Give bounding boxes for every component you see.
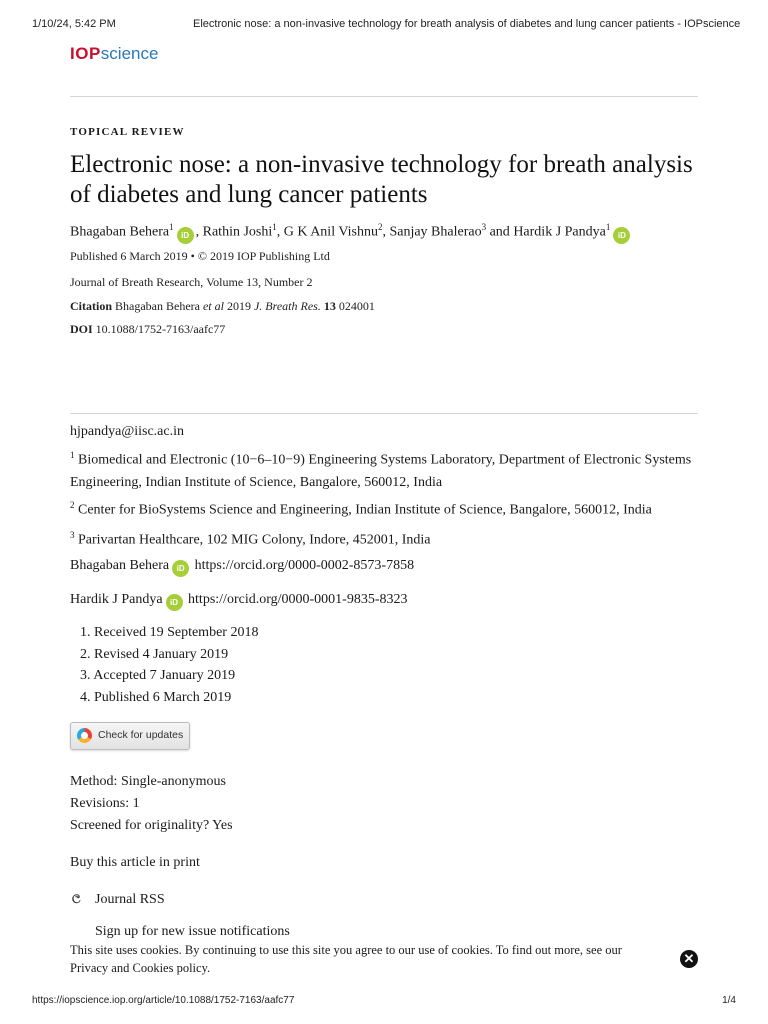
orcid-icon[interactable]: iD [177, 227, 194, 244]
author-affiliation-ref[interactable]: 3 [481, 222, 487, 232]
journal-line[interactable]: Journal of Breath Research, Volume 13, Number 2 [70, 275, 313, 289]
print-page-title: Electronic nose: a non-invasive technology for breath analysis of diabetes and lung cancer patients - IOPscience [193, 18, 741, 30]
author-affiliation-ref[interactable]: 1 [272, 222, 277, 232]
history-item: 1. Received 19 September 2018 [80, 625, 259, 640]
article-history [80, 622, 258, 708]
affiliation-1 [70, 444, 710, 494]
orcid-icon[interactable]: iD [613, 227, 630, 244]
logo-iop: IOP [70, 44, 101, 63]
citation-journal: J. Breath Res. [253, 299, 321, 313]
history-item: 3. Accepted 7 January 2019 [80, 668, 236, 683]
print-url: https://iopscience.iop.org/article/10.1088/1752-7163/aafc77 [32, 995, 295, 1006]
orcid-author-name: Hardik J Pandya [70, 592, 163, 607]
affiliation-number: 1 [70, 450, 75, 460]
buy-in-print-link[interactable]: Buy this article in print [70, 855, 200, 870]
published-line: Published 6 March 2019 • © 2019 IOP Publishing Ltd [70, 249, 330, 263]
orcid-link[interactable]: https://orcid.org/0000-0002-8573-7858 [194, 558, 415, 573]
corresponding-email[interactable]: hjpandya@iisc.ac.in [70, 424, 184, 439]
cookie-notice: This site uses cookies. By continuing to use this site you agree to our use of cookies. To find out more, see our Privacy and Cookies policy. [70, 943, 622, 975]
affiliation-number: 2 [70, 500, 75, 510]
journal-rss-link[interactable]: Journal RSS [95, 892, 165, 907]
author-affiliation-ref[interactable]: 1 [605, 222, 611, 232]
author-link[interactable]: Sanjay Bhalerao [389, 224, 482, 240]
citation-article-number: 024001 [338, 299, 375, 313]
orcid-author-name: Bhagaban Behera [70, 558, 170, 573]
citation-line [70, 299, 375, 314]
review-screened: Screened for originality? Yes [70, 818, 233, 833]
citation-etal: et al [202, 299, 224, 313]
rss-icon: ල [72, 891, 81, 903]
affiliation-text: Center for BioSystems Science and Engineering, Indian Institute of Science, Bangalore, 560012, India [78, 502, 652, 518]
citation-volume: 13 [323, 299, 336, 313]
affiliation-2 [70, 494, 710, 522]
author-link[interactable]: Bhagaban Behera [70, 224, 170, 240]
logo-science: science [100, 44, 159, 63]
orcid-line-behera [70, 558, 414, 577]
print-page-number: 1/4 [722, 995, 736, 1006]
orcid-link[interactable]: https://orcid.org/0000-0001-9835-8323 [188, 592, 408, 607]
review-method: Method: Single-anonymous [70, 774, 226, 789]
article-title: Electronic nose: a non-invasive technology for breath analysis of diabetes and lung cancer patients [70, 151, 693, 208]
author-link[interactable]: Hardik J Pandya [513, 224, 606, 240]
review-revisions: Revisions: 1 [70, 796, 140, 811]
doi-label: DOI [70, 322, 93, 336]
affiliation-text: Parivartan Healthcare, 102 MIG Colony, Indore, 452001, India [78, 532, 431, 548]
check-for-updates-label: Check for updates [98, 729, 184, 741]
doi-link[interactable]: 10.1088/1752-7163/aafc77 [95, 322, 226, 336]
affiliation-3 [70, 524, 710, 552]
header-divider [70, 96, 698, 97]
citation-label: Citation [70, 299, 112, 313]
author-link[interactable]: Rathin Joshi [202, 224, 273, 240]
history-item: 4. Published 6 March 2019 [80, 689, 232, 705]
doi-line [70, 322, 225, 337]
issue-notifications-link[interactable]: Sign up for new issue notifications [95, 924, 290, 939]
iopscience-logo[interactable] [70, 44, 158, 64]
author-and: and [489, 224, 510, 240]
orcid-line-pandya [70, 592, 408, 611]
close-icon[interactable]: ✕ [680, 950, 698, 968]
author-link[interactable]: G K Anil Vishnu [283, 224, 378, 240]
citation-year: 2019 [226, 299, 251, 313]
affiliation-number: 3 [70, 530, 75, 540]
section-divider [70, 413, 698, 414]
check-for-updates-button[interactable] [70, 722, 190, 750]
author-affiliation-ref[interactable]: 1 [169, 222, 174, 232]
crossmark-icon [77, 728, 92, 743]
history-item: 2. Revised 4 January 2019 [80, 646, 229, 662]
author-affiliation-ref[interactable]: 2 [377, 222, 383, 232]
citation-authors: Bhagaban Behera [115, 299, 200, 313]
print-datetime: 1/10/24, 5:42 PM [32, 18, 116, 30]
article-type: TOPICAL REVIEW [70, 126, 185, 138]
affiliation-text: Biomedical and Electronic (10−6–10−9) Engineering Systems Laboratory, Department of Electronic Systems Engineering, Indian Institute of Science, Bangalore, 560012, India [70, 452, 692, 490]
author-list: Bhagaban Behera$^1$iD , Rathin Joshi$^1$, G K Anil Vishnu$^2$, Sanjay Bhalerao$^3$ and Hardik J Pandya$^1$iD [70, 222, 632, 244]
orcid-icon: iD [172, 560, 189, 577]
orcid-icon: iD [166, 594, 183, 611]
